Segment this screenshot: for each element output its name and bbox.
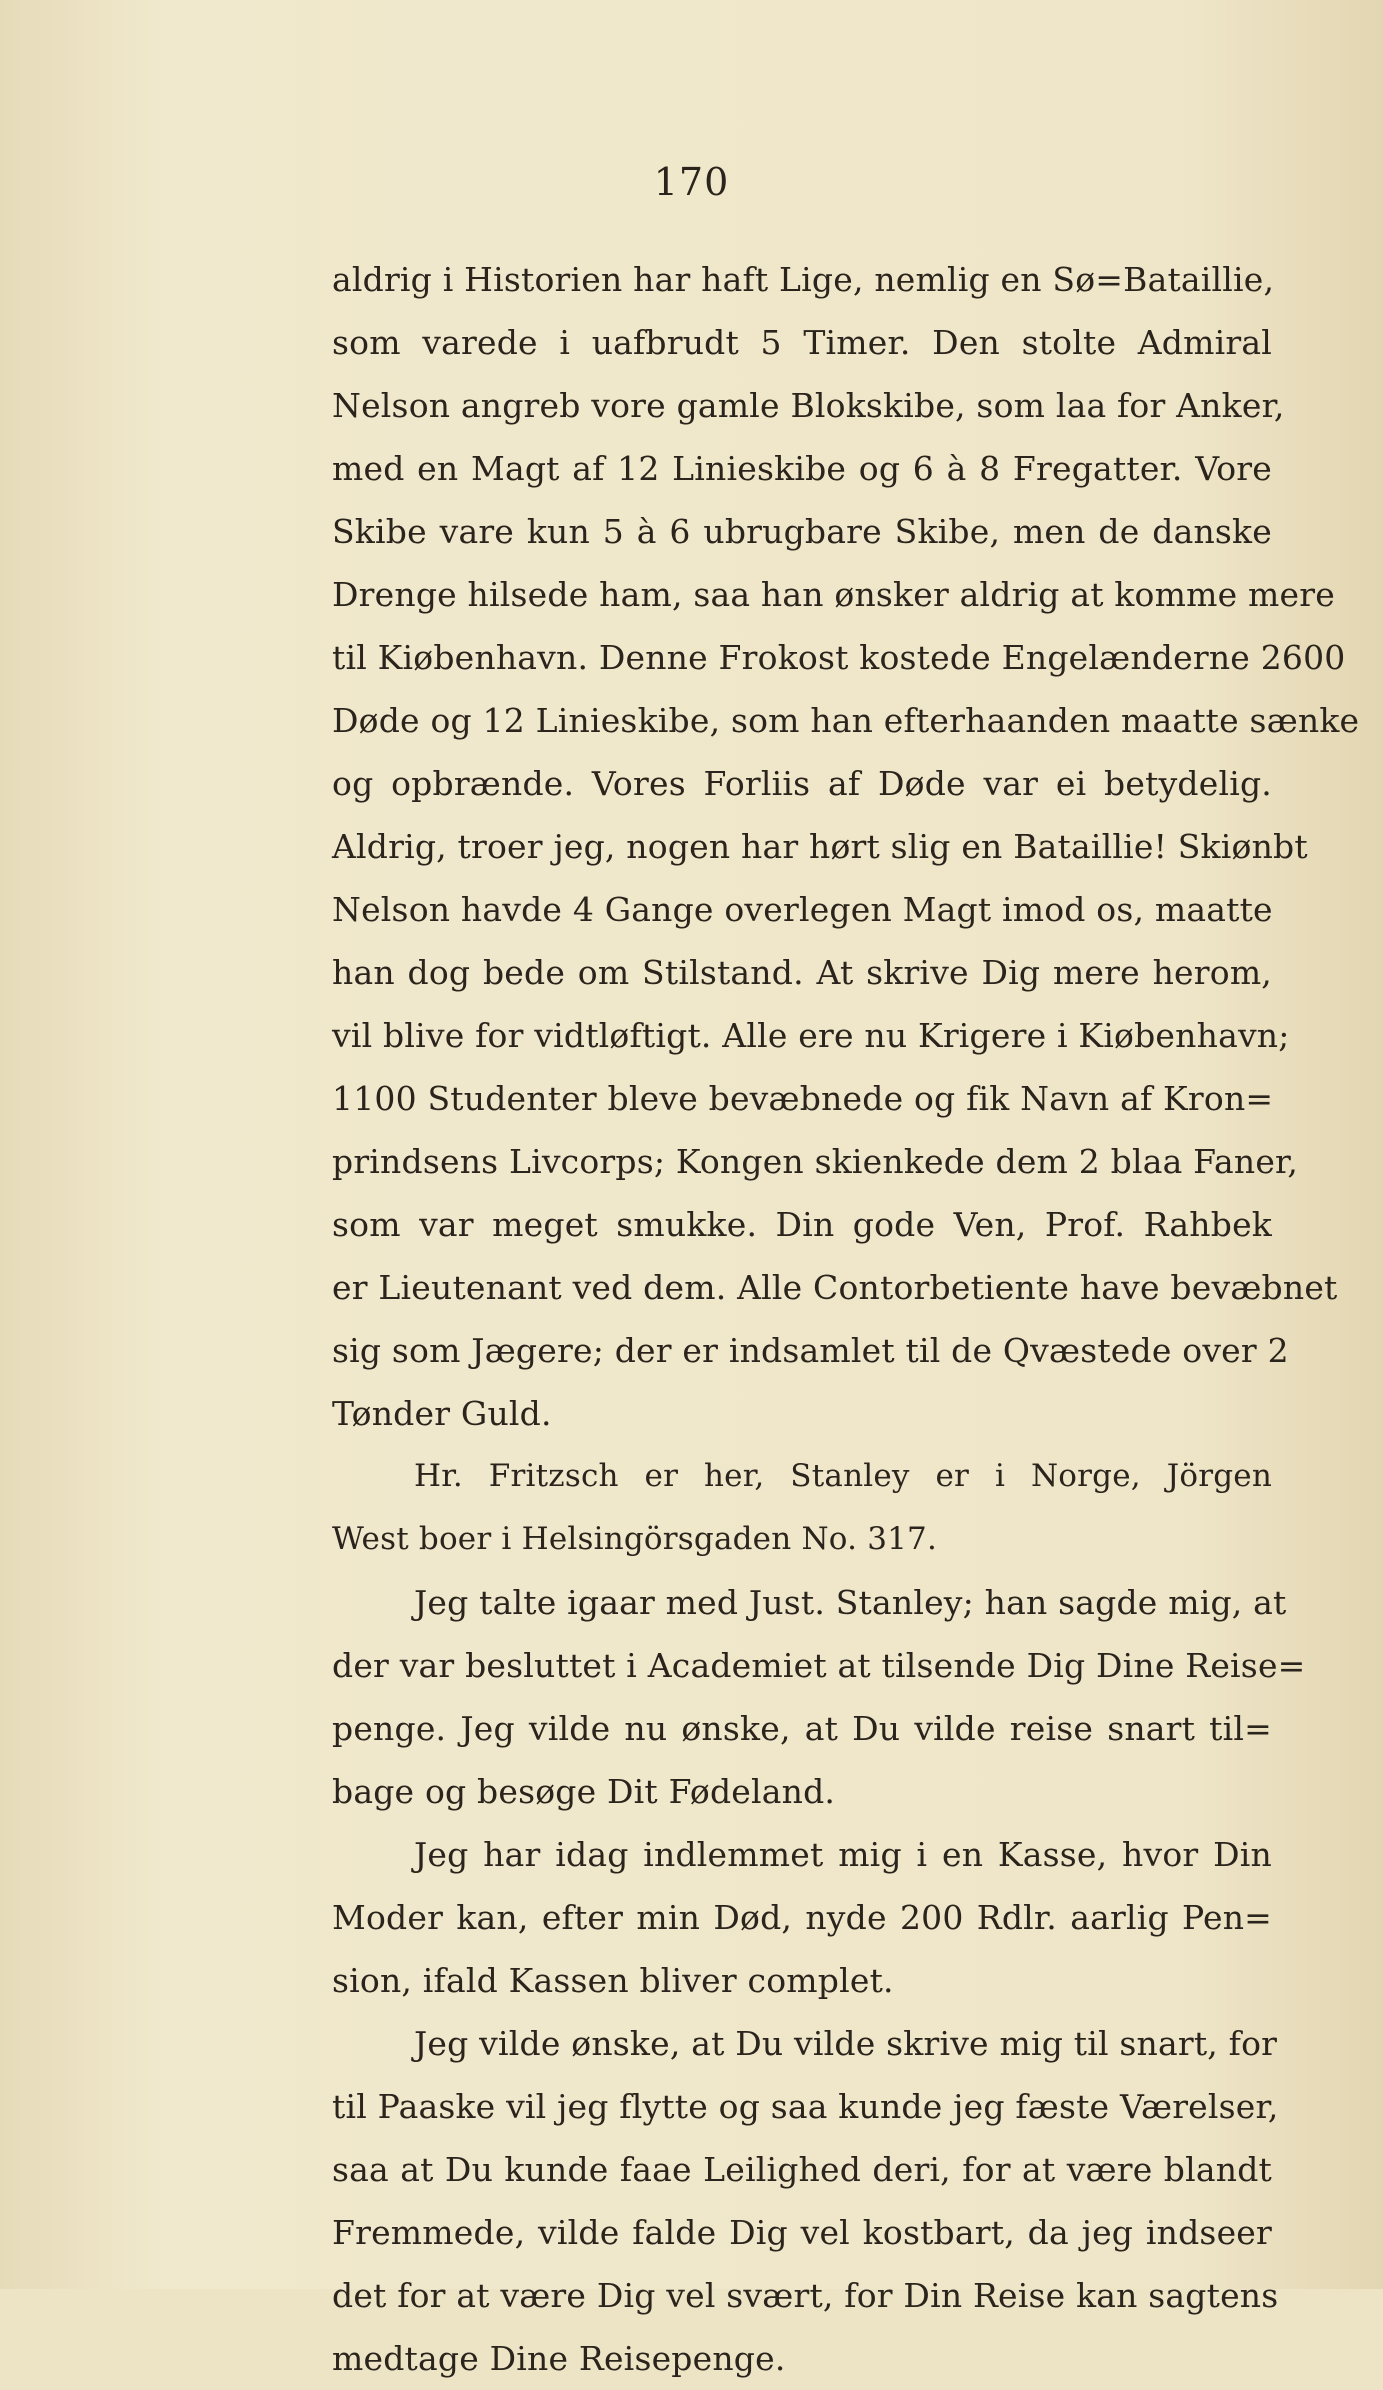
text-line: sig som Jægere; der er indsamlet til de Qvæstede over 2 [332, 1331, 1289, 1370]
text-line: sion, ifald Kassen bliver complet. [332, 1961, 894, 2000]
text-line: saa at Du kunde faae Leilighed deri, for at være blandt [332, 2150, 1272, 2189]
text-line: penge. Jeg vilde nu ønske, at Du vilde reise snart til= [332, 1709, 1272, 1748]
text-line: Tønder Guld. [332, 1394, 552, 1433]
text-line: prindsens Livcorps; Kongen skienkede dem 2 blaa Faner, [332, 1142, 1299, 1181]
text-line: vil blive for vidtløftigt. Alle ere nu Krigere i Kiøbenhavn; [332, 1016, 1290, 1055]
text-line: Jeg har idag indlemmet mig i en Kasse, hvor Din [414, 1835, 1272, 1874]
text-line: Jeg vilde ønske, at Du vilde skrive mig til snart, for [414, 2024, 1278, 2063]
text-line: Døde og 12 Linieskibe, som han efterhaanden maatte sænke [332, 701, 1360, 740]
text-line: Moder kan, efter min Død, nyde 200 Rdlr. aarlig Pen= [332, 1898, 1272, 1937]
text-line: Fremmede, vilde falde Dig vel kostbart, da jeg indseer [332, 2213, 1272, 2252]
text-line: og opbrænde. Vores Forliis af Døde var ei betydelig. [332, 764, 1272, 803]
text-line: medtage Dine Reisepenge. [332, 2339, 786, 2378]
text-line: 1100 Studenter bleve bevæbnede og fik Navn af Kron= [332, 1079, 1274, 1118]
text-line: Skibe vare kun 5 à 6 ubrugbare Skibe, men de danske [332, 512, 1272, 551]
text-line: er Lieutenant ved dem. Alle Contorbetiente have bevæbnet [332, 1268, 1338, 1307]
text-line: med en Magt af 12 Linieskibe og 6 à 8 Fregatter. Vore [332, 449, 1272, 488]
text-line: til Paaske vil jeg flytte og saa kunde jeg fæste Værelser, [332, 2087, 1279, 2126]
text-line: han dog bede om Stilstand. At skrive Dig mere herom, [332, 953, 1272, 992]
text-line: Aldrig, troer jeg, nogen har hørt slig en Bataillie! Skiønbt [332, 827, 1308, 866]
text-line: der var besluttet i Academiet at tilsende Dig Dine Reise= [332, 1646, 1306, 1685]
page-number: 170 [653, 160, 730, 204]
text-line: West boer i Helsingörsgaden No. 317. [332, 1521, 938, 1557]
body-text [332, 248, 1360, 2390]
text-line: som varede i uafbrudt 5 Timer. Den stolte Admiral [332, 323, 1272, 362]
text-line: Nelson havde 4 Gange overlegen Magt imod os, maatte [332, 890, 1273, 929]
text-line: Jeg talte igaar med Just. Stanley; han sagde mig, at [414, 1583, 1287, 1622]
text-line: Hr. Fritzsch er her, Stanley er i Norge, Jörgen [414, 1458, 1272, 1494]
text-line: det for at være Dig vel svært, for Din Reise kan sagtens [332, 2276, 1279, 2315]
text-line: Drenge hilsede ham, saa han ønsker aldrig at komme mere [332, 575, 1335, 614]
text-line: Nelson angreb vore gamle Blokskibe, som laa for Anker, [332, 386, 1285, 425]
text-line: aldrig i Historien har haft Lige, nemlig en Sø=Bataillie, [332, 260, 1275, 299]
text-line: bage og besøge Dit Fødeland. [332, 1772, 836, 1811]
text-line: som var meget smukke. Din gode Ven, Prof. Rahbek [332, 1205, 1272, 1244]
text-line: til Kiøbenhavn. Denne Frokost kostede Engelænderne 2600 [332, 638, 1346, 677]
